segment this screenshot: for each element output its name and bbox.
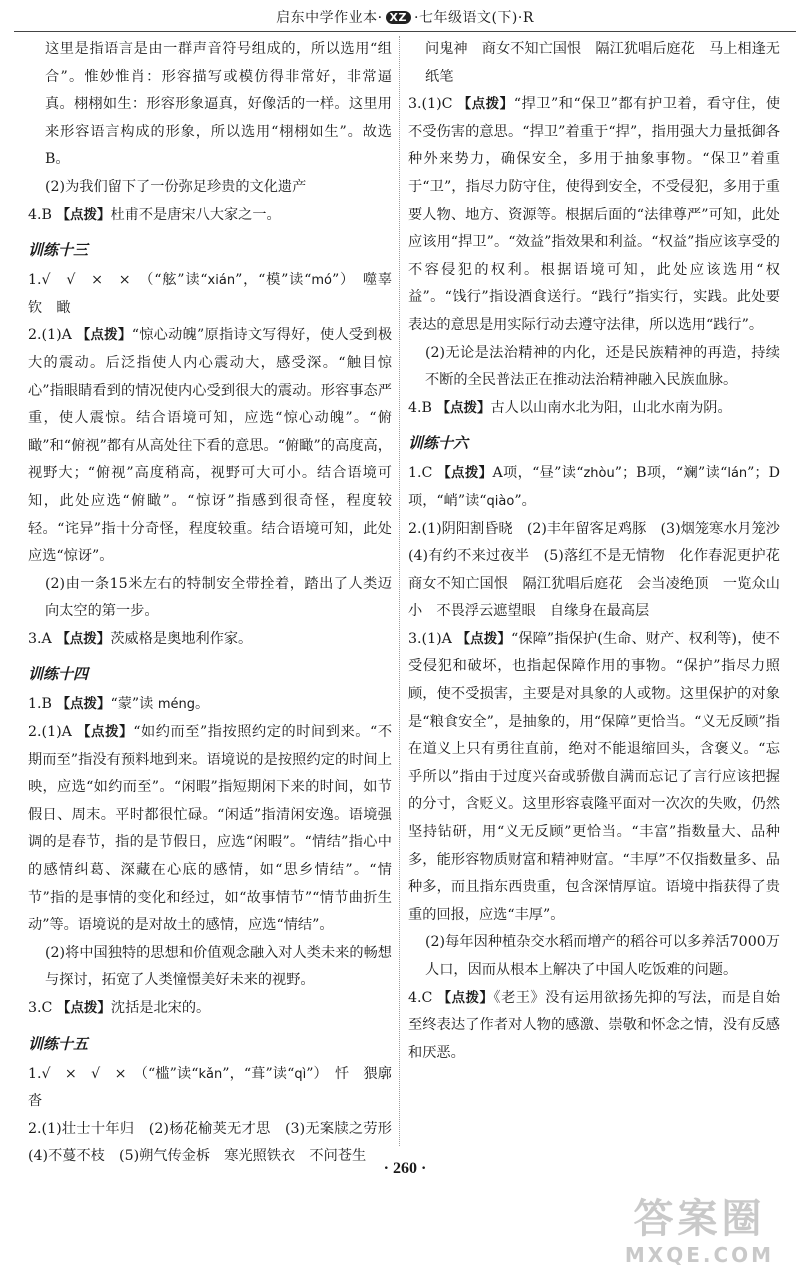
watermark-text: 答案圈 <box>633 1196 766 1242</box>
hint-tag: 【点拨】 <box>56 206 111 223</box>
hint-text: 。 <box>195 696 210 713</box>
hint-text: 茨威格是奥地利作家。 <box>110 630 253 647</box>
pinyin: méng <box>157 697 196 713</box>
answer-text: ”） 噬辜 钦 瞰 <box>28 272 407 316</box>
answer-text: 1.√ √ × × （“舷”读“ <box>28 272 208 289</box>
answer-paragraph: (2)由一条15米左右的特制安全带拴着，踏出了人类迈向太空的第一步。 <box>45 575 392 620</box>
pinyin: qì <box>294 1066 307 1082</box>
pinyin: qiào <box>486 493 515 509</box>
publisher-badge: XZ <box>386 11 411 24</box>
hint-tag: 【点拨】 <box>437 989 494 1006</box>
hint-text: 古人以山南水北为阳，山北水南为阴。 <box>490 399 732 416</box>
running-header <box>0 0 810 34</box>
hint-tag: 【点拨】 <box>56 696 111 713</box>
hint-tag: 【点拨】 <box>76 724 134 741</box>
column-divider <box>399 36 400 1146</box>
answer-paragraph: (2)每年因种植杂交水稻而增产的稻谷可以多养活7000万人口，因而从根本上解决了中国人吃饭难的问题。 <box>425 934 780 978</box>
section-heading: 训练十六 <box>408 434 469 453</box>
answer-item <box>28 626 392 654</box>
answer-text: ”，“葺”读“ <box>222 1065 295 1082</box>
answer-paragraph: (2)为我们留下了一份弥足珍贵的文化遗产 <box>45 178 307 195</box>
answer-paragraph: 问鬼神 商女不知亡国恨 隔江犹唱后庭花 马上相逢无纸笔 <box>425 41 780 85</box>
hint-text: “捍卫”和“保卫”都有护卫着，看守住，使不受伤害的意思。“捍卫”着重于“捍”，指用强大力量抵御各种外来势力，确保安全，多用于抽象事物。“保卫”着重于“卫”，指尽力防守住，使得到安全，不受侵犯，多用于重要人物、地方、资源等。根据后面的“法律尊严”可知，此处应该用“捍卫”。“效益”指效果和利益。“权益”指应该享受的不容侵犯的权利。根据语境可知，此处应该选用“权益”。“饯行”指设酒食送行。“践行”指实行，实践。此处要表达的意思是用实际行动去遵守法律，所以选用“践行”。 <box>408 96 781 333</box>
answer-number: 3.(1)A <box>408 630 452 647</box>
hint-text: ”；D项，“峭”读“ <box>408 465 780 509</box>
hint-tag: 【点拨】 <box>457 96 514 113</box>
header-rule <box>14 31 796 32</box>
answer-item <box>28 202 392 230</box>
answer-item <box>408 91 780 339</box>
section-heading: 训练十四 <box>28 665 89 684</box>
page-number: · 260 · <box>383 1160 427 1177</box>
pinyin: xián <box>207 273 236 289</box>
hint-text: “蒙”读 <box>110 696 154 713</box>
answer-item <box>28 995 392 1023</box>
hint-tag: 【点拨】 <box>76 327 132 344</box>
pinyin: kǎn <box>198 1066 223 1082</box>
hint-tag: 【点拨】 <box>56 1000 111 1016</box>
hint-tag: 【点拨】 <box>456 630 511 647</box>
pinyin: mó <box>311 273 332 289</box>
hint-text: 杜甫不是唐宋八大家之一。 <box>110 206 281 223</box>
answer-number: 1.B <box>28 696 52 713</box>
section-heading: 训练十五 <box>28 1034 89 1053</box>
hint-text: A项，“昼”读“ <box>492 465 584 482</box>
pinyin: zhòu <box>583 466 615 482</box>
answer-number: 3.(1)C <box>408 96 453 113</box>
hint-text: “保障”指保护(生命、财产、权利等)，使不受侵犯和破坏，也指起保障作用的事物。“保护”指尽力照顾，使不受损害，主要是对具象的人或物。这里保护的对象是“粮食安全”，是抽象的，用“保障”更恰当。“义无反顾”指在道义上只有勇往直前，绝对不能退缩回头，含褒义。“忘乎所以”指由于过度兴奋或骄傲自满而忘记了言行应该把握的分寸，含贬义。这里形容袁隆平面对一次次的失败，仍然坚持钻研，用“义无反顾”更恰当。“丰富”指数量大、品种多，能形容物质财富和精神财富。“丰厚”不仅指数量多、品种多，而且指东西贵重，包含深情厚谊。语境中指获得了贵重的回报，应选“丰厚”。 <box>408 630 780 923</box>
pinyin: lán <box>727 466 748 482</box>
hint-text: 《老王》没有运用欲扬先抑的写法，而是自始至终表达了作者对人物的感激、崇敬和怀念之情，没有反感和厌恶。 <box>408 989 781 1061</box>
header-grade-subject: ·七年级语文(下)·R <box>414 10 534 26</box>
answer-paragraph: 这里是指语言是由一群声音符号组成的，所以选用“组合”。惟妙惟肖：形容描写或模仿得非常好，非常逼真。栩栩如生：形容形象逼真，好像活的一样。这里用来形容语言构成的形象，所以选用“栩栩如生”。故选B。 <box>45 41 392 168</box>
answer-number: 2.(1)A <box>28 724 72 741</box>
answer-text: 1.√ × √ × （“槛”读“ <box>28 1065 199 1082</box>
answer-text: ”） 忏 猥廓 沓 <box>28 1065 407 1110</box>
answer-number: 3.C <box>28 1000 53 1016</box>
answer-number: 4.B <box>28 206 52 223</box>
left-column <box>28 36 407 1165</box>
answer-number: 4.B <box>408 399 432 416</box>
answer-item <box>408 395 780 423</box>
hint-text: ”；B项，“斓”读“ <box>614 465 728 482</box>
hint-text: ”。 <box>514 492 536 509</box>
answer-number: 1.C <box>408 465 433 482</box>
answer-item <box>28 322 392 570</box>
hint-tag: 【点拨】 <box>56 630 111 647</box>
answer-item: 2.(1)壮士十年归 (2)杨花榆荚无才思 (3)无案牍之劳形 (4)不蔓不枝 (5)朔气传金柝 寒光照铁衣 不问苍生 <box>28 1120 407 1165</box>
answer-paragraph: (2)无论是法治精神的内化，还是民族精神的再造，持续不断的全民普法正在推动法治精神融入民族血脉。 <box>425 344 780 389</box>
answer-item <box>408 985 780 1068</box>
answer-item <box>28 1061 407 1116</box>
section-heading: 训练十三 <box>28 241 89 260</box>
answer-number: 4.C <box>408 989 433 1006</box>
hint-text: “惊心动魄”原指诗文写得好，使人受到极大的震动。后泛指使人内心震动大，感受深。“触目惊心”指眼睛看到的情况使内心受到很大的震动。形容事态严重，使人震惊。结合语境可知，应选“惊心动魄”。“俯瞰”和“俯视”都有从高处往下看的意思。“俯瞰”的高度高，视野大；“俯视”高度稍高，视野可大可小。结合语境可知，此处应选“俯瞰”。“惊讶”指感到很奇怪，程度较轻。“诧异”指十分奇怪，程度较重。结合语境可知，此处应选“惊讶”。 <box>28 327 393 565</box>
answer-item <box>408 626 780 930</box>
watermark-logo <box>607 1195 792 1275</box>
answer-item: 2.(1)阴阳割昏晓 (2)丰年留客足鸡豚 (3)烟笼寒水月笼沙 (4)有约不来过夜半 (5)落红不是无情物 化作春泥更护花 商女不知亡国恨 隔江犹唱后庭花 会当凌绝顶 一览众山小 不畏浮云遮望眼 自缘身在最高层 <box>408 520 795 620</box>
answer-item <box>28 267 407 322</box>
answer-item <box>408 460 780 515</box>
hint-text: “如约而至”指按照约定的时间到来。“不期而至”指没有预料地到来。语境说的是按照约定的时间上映，应选“如约而至”。“闲暇”指短期闲下来的时间，如节假日、周末。平时都很忙碌。“闲适”指清闲安逸。语境强调的是春节，指的是节假日，应选“闲暇”。“情结”指心中的感情纠葛、深藏在心底的感情，如“思乡情结”。“情节”指的是事情的变化和经过，如“故事情节”“情节曲折生动”等。语境说的是对故土的感情，应选“情结”。 <box>28 724 393 934</box>
answer-item <box>28 691 392 719</box>
answer-text: ”，“模”读“ <box>235 272 312 289</box>
hint-tag: 【点拨】 <box>437 465 493 482</box>
answer-paragraph: (2)将中国独特的思想和价值观念融入对人类未来的畅想与探讨，拓宽了人类憧憬美好未来的视野。 <box>45 944 392 989</box>
watermark-url: MXQE.COM <box>624 1243 775 1267</box>
answer-number: 2.(1)A <box>28 327 72 344</box>
answer-number: 3.A <box>28 630 52 647</box>
hint-text: 沈括是北宋的。 <box>110 1000 211 1016</box>
answer-item <box>28 719 392 940</box>
right-column <box>408 36 795 1146</box>
hint-tag: 【点拨】 <box>436 399 491 416</box>
header-book-title: 启东中学作业本· <box>276 10 383 26</box>
